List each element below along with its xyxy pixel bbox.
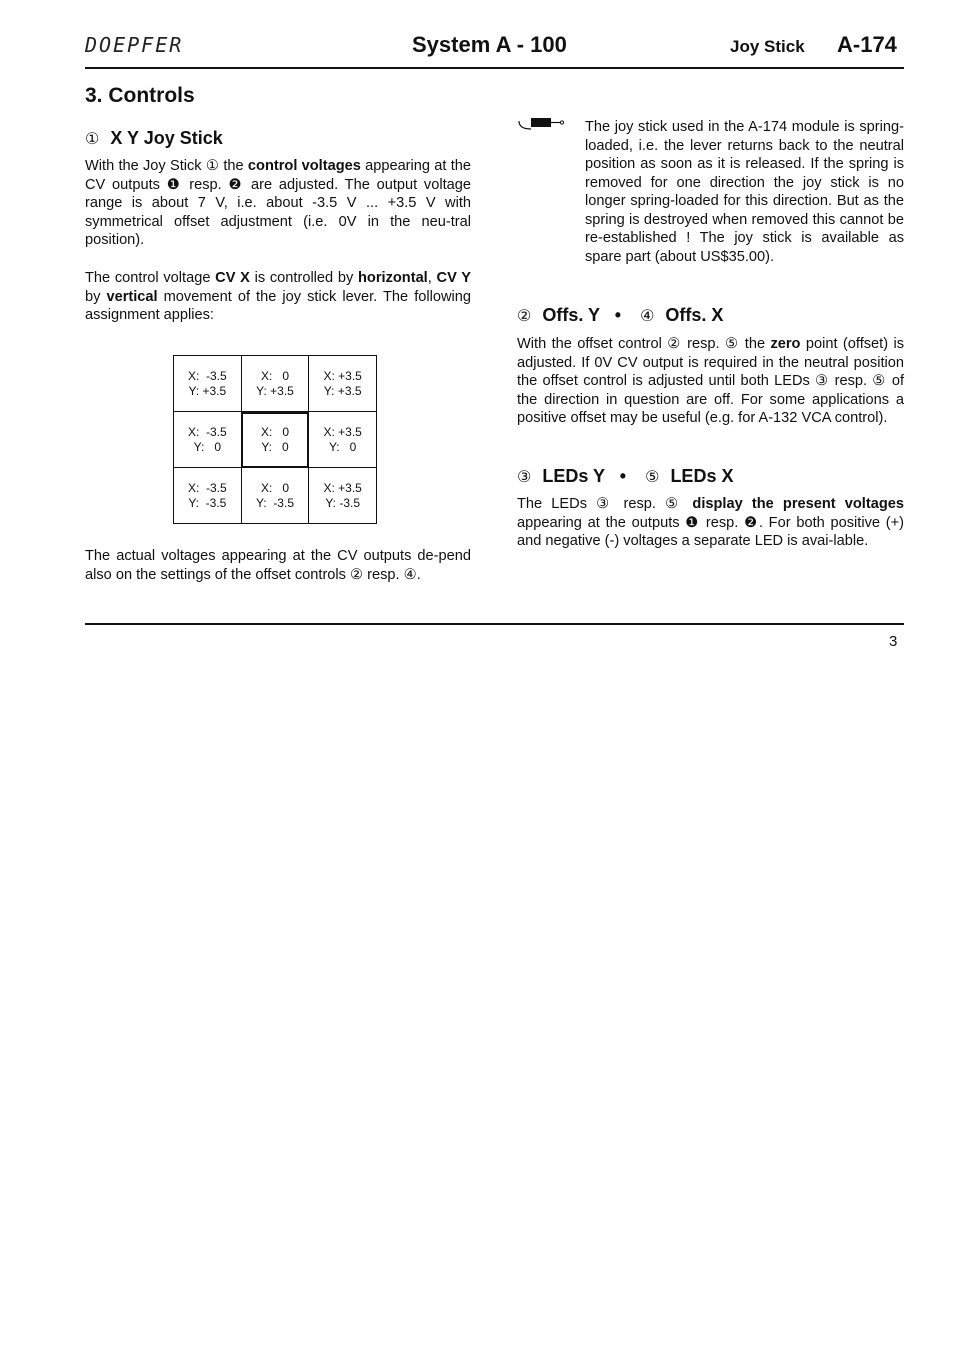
paragraph-offset: With the offset control ② resp. ⑤ the zero point (offset) is adjusted. If 0V CV output is required in the neutral position the offset control is adjusted until both LEDs ③ resp. ⑤ of the direction in question are off. For some applications a positive offset may be useful (e.g. for A-132 VCA control).: [517, 336, 905, 426]
heading-label: Offs. Y: [542, 305, 600, 325]
module-number: A-174: [837, 32, 897, 57]
voltage-assignment-grid: [173, 355, 377, 522]
control-number: ⑤: [645, 469, 660, 486]
heading-label: LEDs Y: [542, 466, 605, 486]
control-number: ②: [517, 308, 532, 325]
heading-label: Offs. X: [665, 305, 724, 325]
module-subtitle: Joy Stick: [730, 37, 805, 56]
grid-cell: X: 0 Y: +3.5: [241, 356, 309, 412]
note-spring-loaded: The joy stick used in the A-174 module is spring-loaded, i.e. the lever returns back to the neutral position as soon as it is released. If the spring is removed for one direction the joy stick is no longer spring-loaded for this direction. But as the spring is destroyed when removed this cannot be re-established ! The joy stick is available as spare part (about US$35.00).: [585, 119, 904, 265]
control-number: ④: [640, 308, 655, 325]
header-divider: [85, 67, 904, 69]
page-number: 3: [889, 633, 898, 650]
grid-cell-neutral: X: 0 Y: 0: [241, 412, 309, 468]
heading-xy-joystick: [85, 128, 471, 149]
grid-cell: X: +3.5 Y: -3.5: [309, 468, 377, 524]
heading-label: LEDs X: [670, 466, 734, 486]
cable-plug-icon: [517, 115, 565, 137]
control-number: ③: [517, 469, 532, 486]
grid-cell: X: +3.5 Y: +3.5: [309, 356, 377, 412]
heading-leds: [517, 466, 904, 487]
paragraph-offset-note: The actual voltages appearing at the CV outputs de-pend also on the settings of the offset controls ② resp. ④.: [85, 548, 471, 583]
paragraph-leds: The LEDs ③ resp. ⑤ display the present voltages appearing at the outputs ❶ resp. ❷. For both positive (+) and negative (-) voltages a separate LED is avai-lable.: [517, 496, 904, 549]
heading-offset-controls: [517, 305, 904, 326]
paragraph-joystick-intro: With the Joy Stick ① the control voltages appearing at the CV outputs ❶ resp. ❷ are adjusted. The output voltage range is about 7 V, i.e. about -3.5 V ... +3.5 V with symmetrical offset adjustment (i.e. 0V in the neu-tral position).: [85, 158, 471, 248]
paragraph-cv-assignment: The control voltage CV X is controlled by horizontal, CV Y by vertical movement of the joy stick lever. The following assignment applies:: [85, 270, 471, 323]
footer-divider: [85, 623, 904, 625]
grid-cell: X: 0 Y: -3.5: [241, 468, 309, 524]
section-title: 3. Controls: [85, 84, 195, 107]
heading-label: X Y Joy Stick: [110, 128, 223, 148]
bullet-separator: •: [614, 305, 622, 325]
grid-cell: X: +3.5 Y: 0: [309, 412, 377, 468]
system-title: System A - 100: [412, 32, 567, 57]
grid-cell: X: -3.5 Y: +3.5: [174, 356, 242, 412]
bullet-separator: •: [619, 466, 627, 486]
grid-cell: X: -3.5 Y: 0: [174, 412, 242, 468]
doepfer-logo: DOEPFER: [85, 33, 184, 57]
control-number: ①: [85, 131, 100, 148]
grid-cell: X: -3.5 Y: -3.5: [174, 468, 242, 524]
